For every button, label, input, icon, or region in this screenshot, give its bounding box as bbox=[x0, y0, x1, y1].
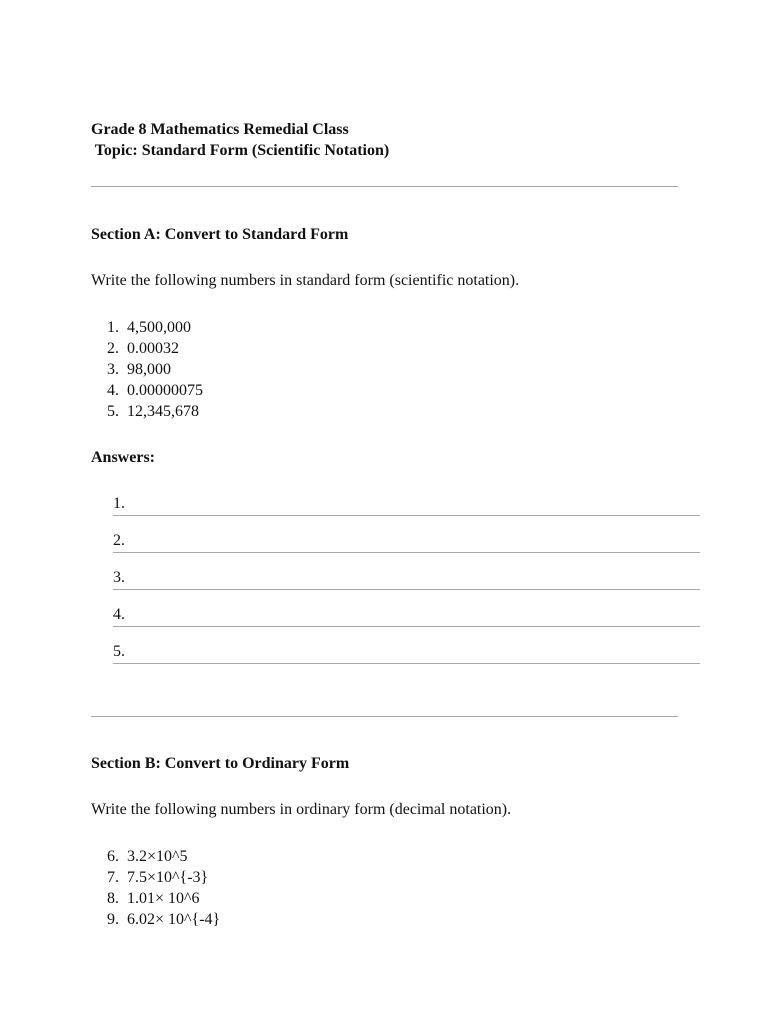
title-line-1: Grade 8 Mathematics Remedial Class bbox=[91, 121, 349, 138]
divider-top bbox=[91, 186, 678, 187]
list-item: 9. 6.02× 10^{-4} bbox=[107, 911, 221, 928]
worksheet-title bbox=[91, 119, 389, 161]
section-a-question-list bbox=[91, 317, 203, 422]
title-line-2: Topic: Standard Form (Scientific Notation) bbox=[91, 142, 390, 159]
section-b-instruction: Write the following numbers in ordinary form (decimal notation). bbox=[91, 801, 512, 818]
answer-line-3[interactable]: 3. bbox=[113, 567, 700, 590]
list-item: 1. 4,500,000 bbox=[107, 319, 191, 336]
list-item: 7. 7.5×10^{-3} bbox=[107, 869, 209, 886]
answer-line-2[interactable]: 2. bbox=[113, 530, 700, 553]
list-item: 3. 98,000 bbox=[107, 361, 171, 378]
section-b-question-list bbox=[91, 846, 220, 930]
section-a-heading: Section A: Convert to Standard Form bbox=[91, 226, 349, 243]
answer-line-1[interactable]: 1. bbox=[113, 493, 700, 516]
divider-middle bbox=[91, 716, 678, 717]
list-item: 2. 0.00032 bbox=[107, 340, 179, 357]
answers-heading: Answers: bbox=[91, 449, 155, 466]
list-item: 4. 0.00000075 bbox=[107, 382, 203, 399]
list-item: 8. 1.01× 10^6 bbox=[107, 890, 200, 907]
answer-line-5[interactable]: 5. bbox=[113, 641, 700, 664]
answer-line-4[interactable]: 4. bbox=[113, 604, 700, 627]
section-a-instruction: Write the following numbers in standard form (scientific notation). bbox=[91, 272, 520, 289]
section-b-heading: Section B: Convert to Ordinary Form bbox=[91, 755, 350, 772]
list-item: 6. 3.2×10^5 bbox=[107, 848, 188, 865]
list-item: 5. 12,345,678 bbox=[107, 403, 199, 420]
